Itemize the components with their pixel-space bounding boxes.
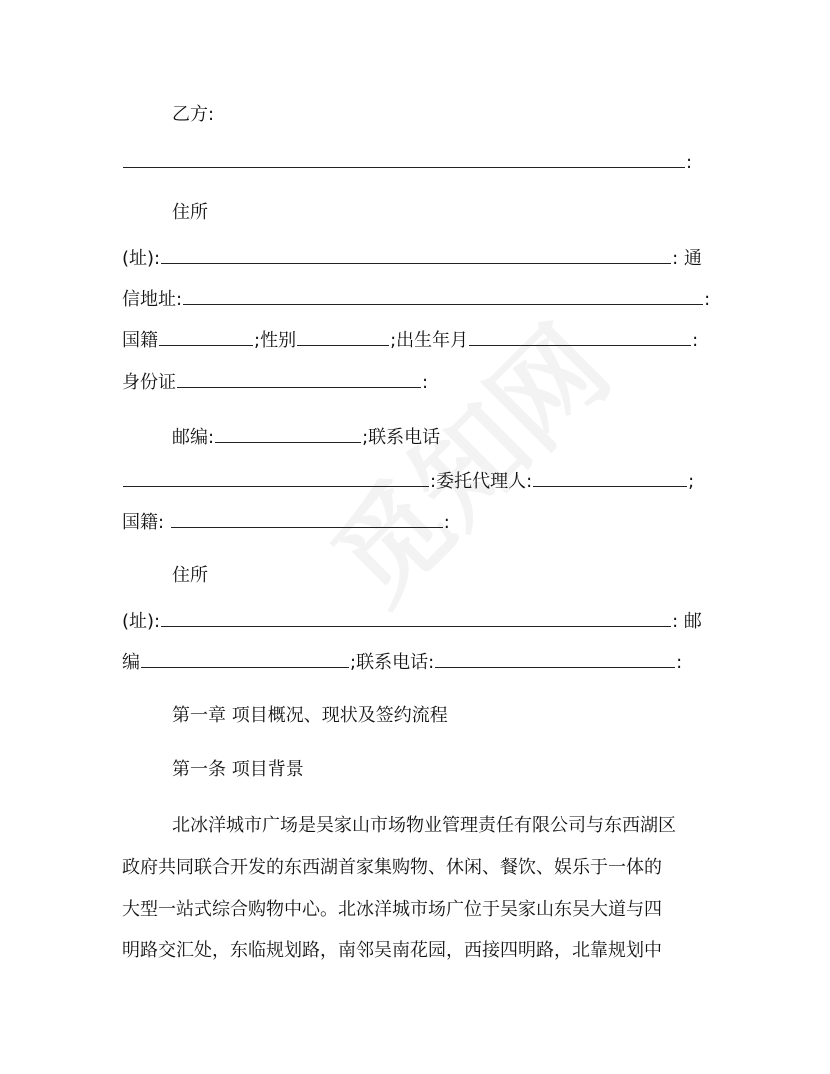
nationality-label: 国籍: [122, 330, 158, 351]
agent-residence-label: 住所: [172, 565, 208, 586]
agent-postcode-label: 编: [122, 652, 140, 673]
agent-phone-blank[interactable]: [435, 649, 675, 668]
agent-address-end: : 邮: [672, 611, 702, 632]
agent-address-label: (址):: [122, 611, 161, 632]
punct: :: [704, 289, 711, 310]
gender-label: ;性别: [254, 330, 297, 351]
punct: :: [686, 152, 693, 173]
paragraph-line: 明路交汇处，东临规划路，南邻吴南花园，西接四明路，北靠规划中: [122, 940, 662, 961]
agent-postcode-line: [122, 649, 682, 673]
party-b-name-line: [122, 149, 692, 173]
gender-blank[interactable]: [297, 327, 389, 346]
chapter-title: 第一章 项目概况、现状及签约流程: [172, 705, 448, 726]
id-line: [122, 369, 428, 393]
article-title: 第一条 项目背景: [172, 759, 304, 780]
agent-nationality-line: [122, 509, 450, 533]
mail-address-label: 信地址:: [122, 289, 183, 310]
mail-address-line: [122, 286, 710, 310]
agent-nationality-label: 国籍:: [122, 512, 170, 533]
agent-label: :委托代理人:: [430, 471, 533, 492]
address-end: : 通: [672, 248, 702, 269]
birth-label: ;出生年月: [390, 330, 469, 351]
postcode-label: 邮编:: [172, 427, 215, 448]
punct: :: [676, 652, 683, 673]
id-label: 身份证: [122, 372, 176, 393]
personal-info-line: [122, 327, 698, 351]
postcode-line: [172, 424, 440, 448]
party-b-heading: 乙方:: [172, 104, 215, 125]
postcode-blank[interactable]: [215, 424, 361, 443]
nationality-blank[interactable]: [159, 327, 253, 346]
birth-blank[interactable]: [469, 327, 691, 346]
agent-address-line: [122, 608, 702, 632]
party-b-name-blank[interactable]: [123, 149, 685, 168]
residence-label: 住所: [172, 202, 208, 223]
paragraph-line: 大型一站式综合购物中心。北冰洋城市场广位于吴家山东吴大道与四: [122, 899, 662, 920]
mail-address-blank[interactable]: [183, 286, 703, 305]
agent-nationality-blank[interactable]: [171, 509, 443, 528]
phone-blank[interactable]: [123, 468, 429, 487]
address-blank[interactable]: [161, 245, 671, 264]
address-label: (址):: [122, 248, 161, 269]
address-line: [122, 245, 702, 269]
id-blank[interactable]: [177, 369, 421, 388]
paragraph-line: 北冰洋城市广场是吴家山市场物业管理责任有限公司与东西湖区: [172, 815, 676, 836]
agent-phone-label: ;联系电话:: [350, 652, 435, 673]
agent-blank[interactable]: [533, 468, 687, 487]
punct: :: [443, 512, 450, 533]
punct: :: [692, 330, 699, 351]
punct: ;: [688, 471, 695, 492]
agent-address-blank[interactable]: [161, 608, 671, 627]
phone-agent-line: [122, 468, 694, 492]
agent-postcode-blank[interactable]: [141, 649, 349, 668]
phone-label: ;联系电话: [362, 427, 441, 448]
punct: :: [422, 372, 429, 393]
paragraph-line: 政府共同联合开发的东西湖首家集购物、休闲、餐饮、娱乐于一体的: [122, 857, 662, 878]
